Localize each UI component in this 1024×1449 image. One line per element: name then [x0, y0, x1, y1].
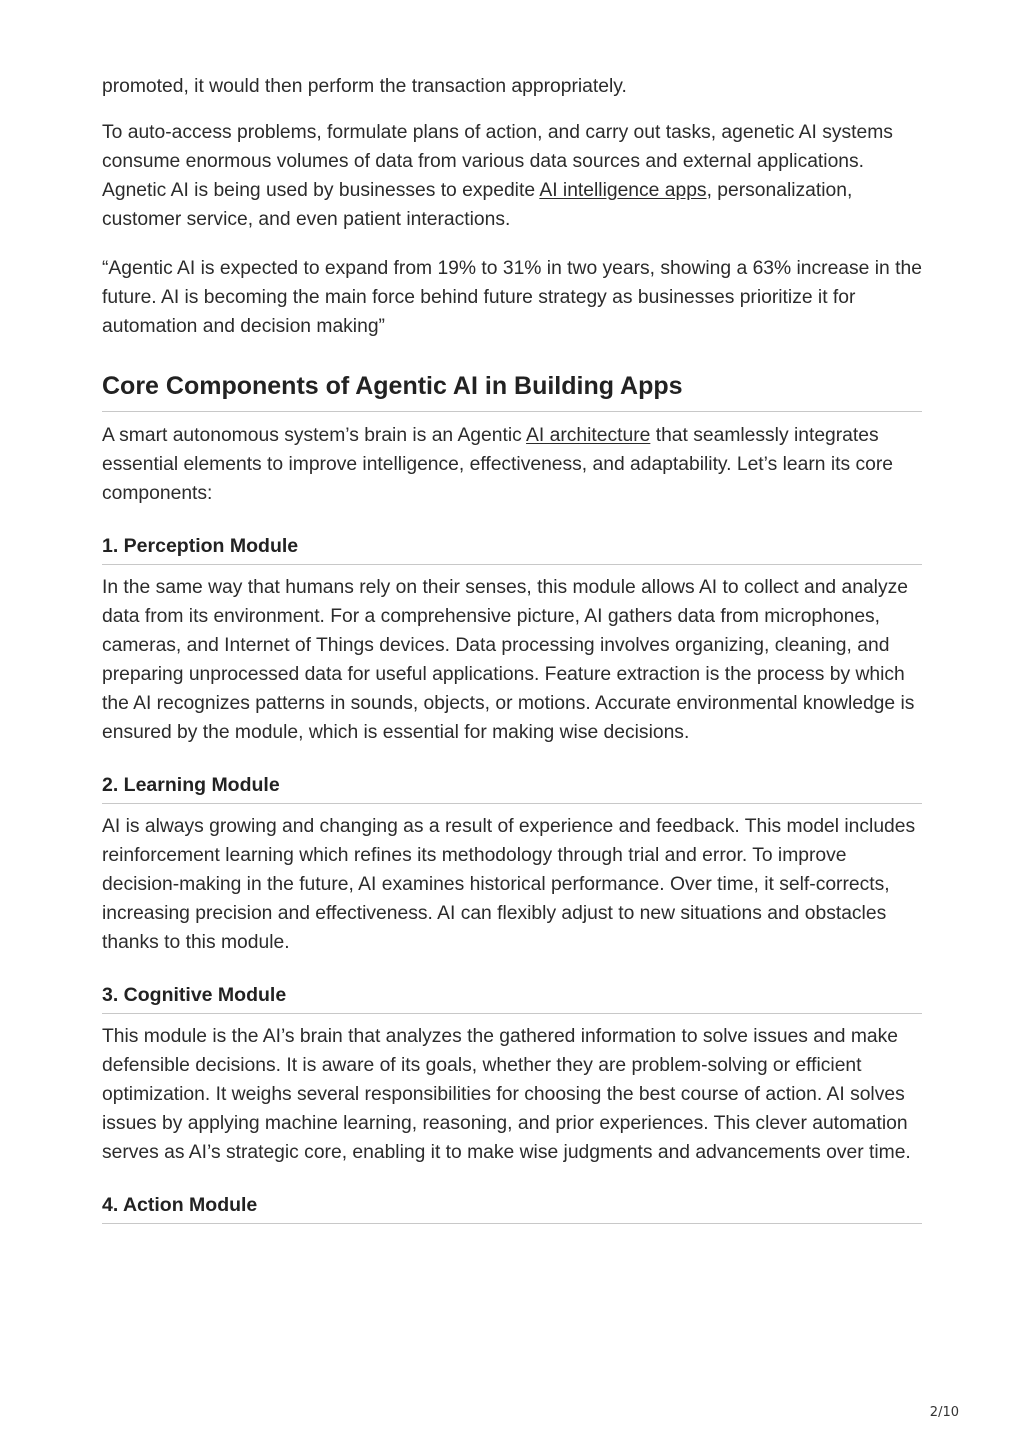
ai-intelligence-apps-link[interactable]: AI intelligence apps — [539, 180, 707, 201]
agentic-data-text: To auto-access problems, formulate plans of action, and carry out tasks, agenetic AI systems consume enormous volumes of data from various data sources and external applications. Agnetic AI is being used by businesses to expedite — [102, 122, 893, 201]
perception-module-heading: 1. Perception Module — [102, 532, 922, 565]
ai-architecture-link[interactable]: AI architecture — [526, 425, 651, 446]
section-heading: Core Components of Agentic AI in Building Apps — [102, 369, 922, 412]
action-module-heading: 4. Action Module — [102, 1191, 922, 1224]
intro-end-paragraph: promoted, it would then perform the transaction appropriately. — [102, 76, 627, 97]
learning-module-body: AI is always growing and changing as a result of experience and feedback. This model includes reinforcement learning which refines its methodology through trial and error. To improve decision-making in the future, AI examines historical performance. Over time, it self-corrects, increasing precision and effectiveness. AI can flexibly adjust to new situations and obstacles thanks to this module. — [102, 816, 916, 953]
agentic-data-paragraph — [102, 118, 922, 234]
quote-paragraph: “Agentic AI is expected to expand from 19% to 31% in two years, showing a 63% increase in the future. AI is becoming the main force behind future strategy as businesses prioritize it for automation and decision making” — [102, 258, 922, 337]
section-intro-text: A smart autonomous system’s brain is an Agentic — [102, 425, 527, 446]
page-number: 2/10 — [929, 1405, 959, 1420]
cognitive-module-body: This module is the AI’s brain that analyzes the gathered information to solve issues and make defensible decisions. It is aware of its goals, whether they are problem-solving or efficient optimization. It weighs several responsibilities for choosing the best course of action. AI solves issues by applying machine learning, reasoning, and prior experiences. This clever automation serves as AI’s strategic core, enabling it to make wise judgments and advancements over time. — [102, 1026, 911, 1163]
learning-module-heading: 2. Learning Module — [102, 771, 922, 804]
agentic-data-text-end: , personalization, customer service, and even patient interactions. — [102, 180, 853, 230]
section-intro-text-end: that seamlessly integrates essential elements to improve intelligence, effectiveness, and adaptability. Let’s learn its core components: — [102, 425, 893, 504]
article-content — [102, 72, 922, 1224]
perception-module-body: In the same way that humans rely on their senses, this module allows AI to collect and analyze data from its environment. For a comprehensive picture, AI gathers data from microphones, cameras, and Internet of Things devices. Data processing involves organizing, cleaning, and preparing unprocessed data for useful applications. Feature extraction is the process by which the AI recognizes patterns in sounds, objects, or motions. Accurate environmental knowledge is ensured by the module, which is essential for making wise decisions. — [102, 577, 915, 743]
cognitive-module-heading: 3. Cognitive Module — [102, 981, 922, 1014]
section-intro-paragraph — [102, 421, 922, 508]
